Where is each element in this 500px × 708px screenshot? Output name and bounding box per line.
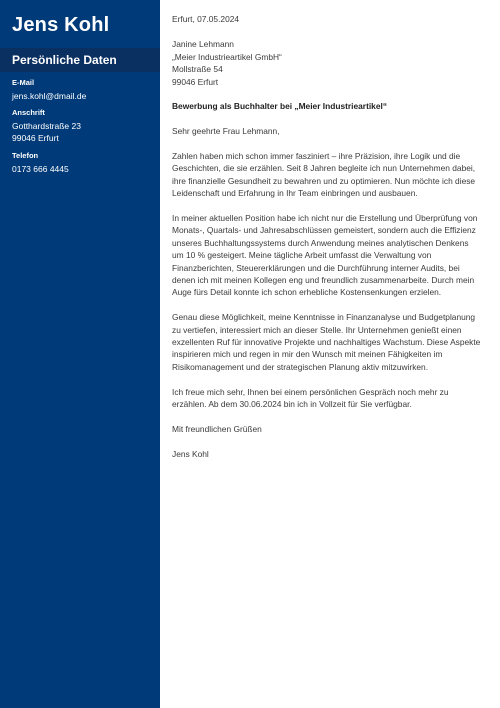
subject-line: Bewerbung als Buchhalter bei „Meier Industrieartikel“	[172, 101, 388, 112]
paragraph-line: denen ich mit meinen Kollegen eng und freundlich zusammenarbeite. Durch mein	[172, 275, 475, 286]
recipient-line: „Meier Industrieartikel GmbH“	[172, 51, 282, 62]
paragraph-line: unseres Buchhaltungssystems durch Anwendung meines analytischen Denkens	[172, 237, 469, 248]
cover-letter	[172, 13, 490, 460]
paragraph-line: um 10 % gesteigert. Meine tägliche Arbeit umfasst die Verwaltung von	[172, 250, 432, 261]
personal-data-heading: Persönliche Daten	[12, 53, 117, 67]
salutation: Sehr geehrte Frau Lehmann,	[172, 126, 280, 137]
paragraph-line: inspirieren mich und regen in mir den Wunsch mit meinen Fähigkeiten im	[172, 349, 443, 360]
recipient-line: Mollstraße 54	[172, 64, 223, 75]
email-block	[12, 78, 152, 102]
paragraph-line: Ich freue mich sehr, Ihnen bei einem persönlichen Gespräch noch mehr zu	[172, 386, 449, 397]
paragraph-line: erzählen. Ab dem 30.06.2024 bin ich in Vollzeit für Sie verfügbar.	[172, 399, 412, 410]
place-date: Erfurt, 07.05.2024	[172, 14, 240, 24]
paragraph-line: ihre finanzielle Gesundheit zu bewahren und zu optimieren. Nun möchte ich diese	[172, 175, 476, 186]
phone-block	[12, 151, 152, 175]
paragraph-2	[172, 212, 490, 299]
paragraph-line: In meiner aktuellen Position habe ich nicht nur die Erstellung und Überprüfung von	[172, 213, 478, 224]
phone-value: 0173 666 4445	[12, 164, 69, 174]
phone-label: Telefon	[12, 151, 39, 160]
address-label: Anschrift	[12, 108, 45, 117]
sidebar	[0, 0, 160, 708]
address-block	[12, 108, 152, 144]
address-line-1: Gotthardstraße 23	[12, 121, 81, 131]
applicant-name: Jens Kohl	[12, 14, 110, 36]
recipient-line: 99046 Erfurt	[172, 76, 219, 87]
address-line-2: 99046 Erfurt	[12, 133, 59, 143]
closing: Mit freundlichen Grüßen	[172, 423, 262, 434]
paragraph-line: Risikomanagement und der strategischen Planung aktiv mitzuwirken.	[172, 361, 429, 372]
email-label: E-Mail	[12, 78, 35, 87]
paragraph-line: exzellenten Ruf für innovative Projekte und nachhaltiges Wachstum. Diese Aspekte	[172, 337, 481, 348]
paragraph-1	[172, 150, 490, 200]
paragraph-line: zu vertiefen, interessiert mich an dieser Stelle. Ihr Unternehmen genießt einen	[172, 324, 462, 335]
paragraph-line: Genau diese Möglichkeit, meine Kenntnisse in Finanzanalyse und Budgetplanung	[172, 312, 476, 323]
paragraph-line: Monats-, Quartals- und Jahresabschlüssen gemeistert, sondern auch die Effizienz	[172, 225, 476, 236]
paragraph-4	[172, 386, 490, 411]
recipient-line: Janine Lehmann	[172, 39, 234, 50]
signature: Jens Kohl	[172, 448, 209, 459]
paragraph-line: Geschichten, die sie erzählen. Seit 8 Jahren begleite ich nun Unternehmen dabei,	[172, 163, 476, 174]
recipient-address	[172, 38, 490, 88]
email-value: jens.kohl@dmail.de	[12, 91, 87, 101]
paragraph-3	[172, 311, 490, 373]
paragraph-line: Finanzberichten, Steuererklärungen und die Durchführung interner Audits, bei	[172, 262, 460, 273]
paragraph-line: Zahlen haben mich schon immer fasziniert – ihre Präzision, ihre Logik und die	[172, 151, 461, 162]
paragraph-line: Leidenschaft und Erfahrung in Ihr Team einbringen und ausbauen.	[172, 188, 418, 199]
paragraph-line: Auge fürs Detail konnte ich schon erhebliche Kostensenkungen erzielen.	[172, 287, 442, 298]
